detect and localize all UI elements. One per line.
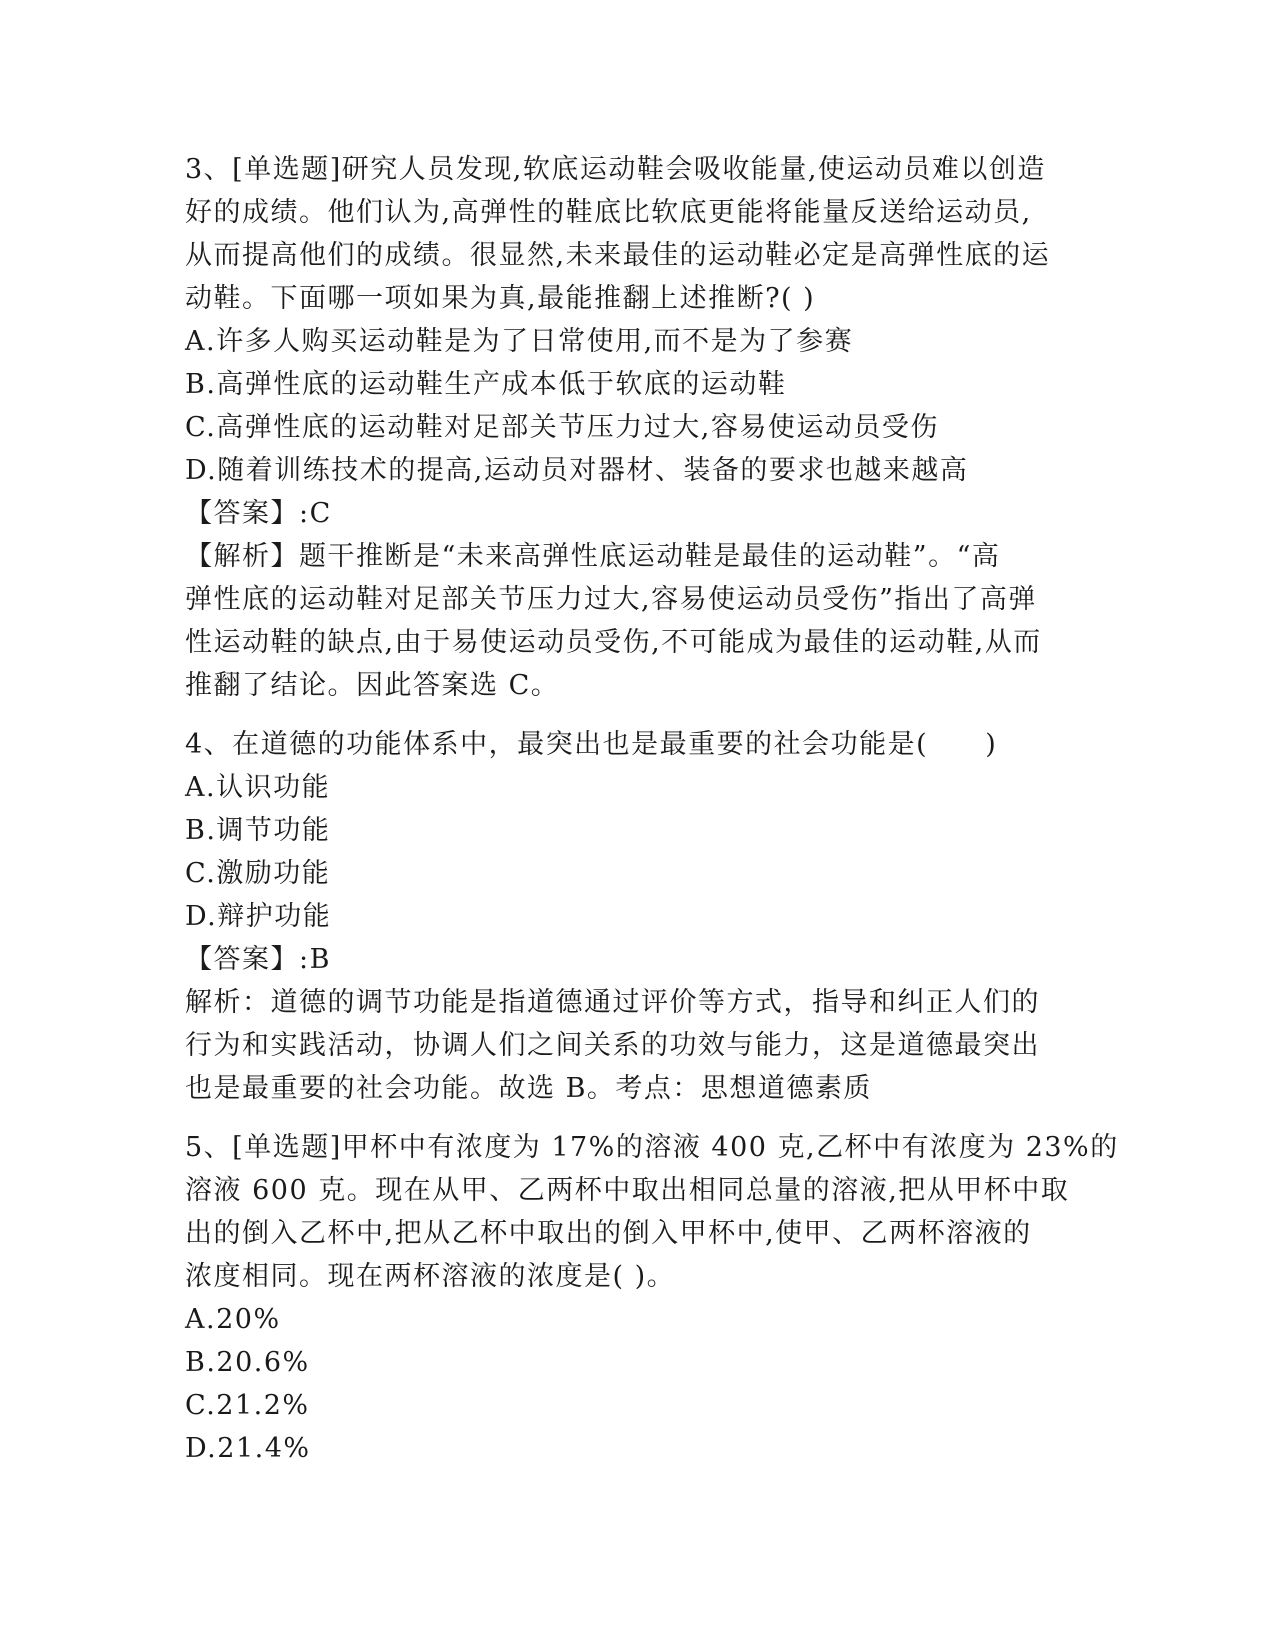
question-stem-line: 4、在道德的功能体系中，最突出也是最重要的社会功能是( ): [185, 729, 998, 760]
question-stem-line: 5、[单选题]甲杯中有浓度为 17%的溶液 400 克,乙杯中有浓度为 23%的: [185, 1132, 1119, 1163]
analysis-line: 推翻了结论。因此答案选 C。: [185, 670, 560, 701]
question-stem-line: 好的成绩。他们认为,高弹性的鞋底比软底更能将能量反送给运动员,: [185, 197, 1032, 228]
answer-line: 【答案】:C: [185, 498, 332, 529]
analysis-line: 性运动鞋的缺点,由于易使运动员受伤,不可能成为最佳的运动鞋,从而: [185, 627, 1042, 658]
question-stem-line: 3、[单选题]研究人员发现,软底运动鞋会吸收能量,使运动员难以创造: [185, 154, 1046, 185]
option-d: D.21.4%: [185, 1433, 311, 1464]
analysis-line: 弹性底的运动鞋对足部关节压力过大,容易使运动员受伤”指出了高弹: [185, 584, 1037, 615]
option-a: A.许多人购买运动鞋是为了日常使用,而不是为了参赛: [185, 326, 854, 357]
option-b: B.调节功能: [185, 815, 331, 846]
option-d: D.辩护功能: [185, 901, 332, 932]
question-spacer: [185, 707, 1090, 723]
analysis-line: 行为和实践活动，协调人们之间关系的功效与能力，这是道德最突出: [185, 1030, 1040, 1061]
option-c: C.激励功能: [185, 858, 331, 889]
question-spacer: [185, 1110, 1090, 1126]
question-stem-line: 浓度相同。现在两杯溶液的浓度是( )。: [185, 1261, 676, 1292]
analysis-line: 也是最重要的社会功能。故选 B。考点：思想道德素质: [185, 1073, 872, 1104]
option-c: C.21.2%: [185, 1390, 310, 1421]
option-b: B.20.6%: [185, 1347, 310, 1378]
question-5: [185, 1126, 1119, 1470]
option-a: A.20%: [185, 1304, 281, 1335]
answer-line: 【答案】:B: [185, 944, 331, 975]
question-4: [185, 723, 1090, 1110]
question-stem-line: 动鞋。下面哪一项如果为真,最能推翻上述推断?( ): [185, 283, 816, 314]
question-3: [185, 148, 1090, 707]
option-d: D.随着训练技术的提高,运动员对器材、装备的要求也越来越高: [185, 455, 969, 486]
option-a: A.认识功能: [185, 772, 331, 803]
analysis-line: 【解析】题干推断是“未来高弹性底运动鞋是最佳的运动鞋”。“高: [185, 541, 1001, 572]
analysis-line: 解析：道德的调节功能是指道德通过评价等方式，指导和纠正人们的: [185, 987, 1040, 1018]
option-c: C.高弹性底的运动鞋对足部关节压力过大,容易使运动员受伤: [185, 412, 939, 443]
document-page: [185, 148, 1119, 1470]
option-b: B.高弹性底的运动鞋生产成本低于软底的运动鞋: [185, 369, 787, 400]
question-stem-line: 溶液 600 克。现在从甲、乙两杯中取出相同总量的溶液,把从甲杯中取: [185, 1175, 1070, 1206]
question-stem-line: 出的倒入乙杯中,把从乙杯中取出的倒入甲杯中,使甲、乙两杯溶液的: [185, 1218, 1032, 1249]
question-stem-line: 从而提高他们的成绩。很显然,未来最佳的运动鞋必定是高弹性底的运: [185, 240, 1051, 271]
